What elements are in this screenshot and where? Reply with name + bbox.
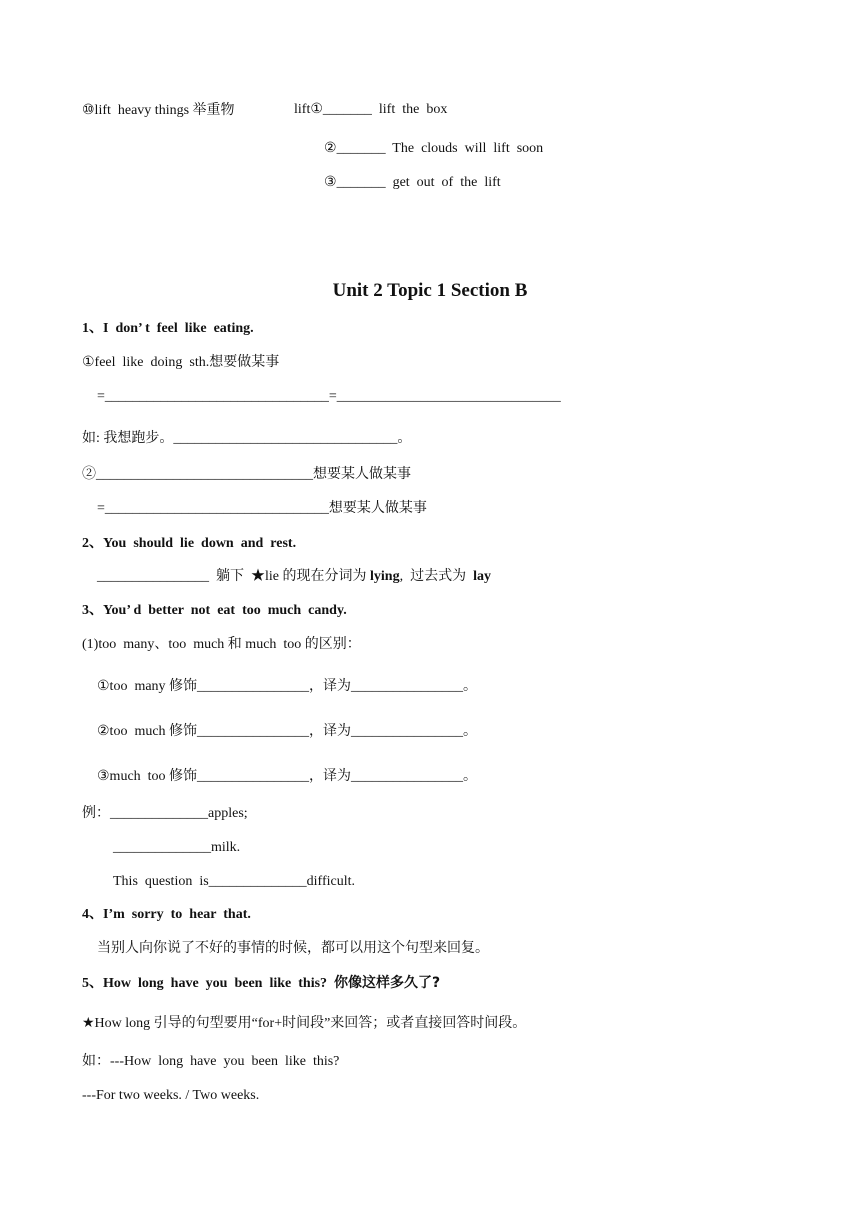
s5-star-note	[82, 1014, 526, 1033]
s3-row-mod: 修饰	[169, 678, 198, 694]
s1-point-2-blank[interactable]: ②_______________________________	[82, 467, 313, 482]
s3-example-2: ______________milk.	[113, 840, 241, 855]
s5-heading-en: 5、How long have you been like this?	[82, 976, 335, 991]
s3-row	[97, 722, 477, 741]
s3-row	[97, 677, 477, 696]
s2-lying: lying	[370, 569, 400, 584]
s3-row-sep: ，译为	[309, 723, 352, 739]
s3-row	[97, 767, 477, 786]
lift-item-1	[294, 101, 447, 119]
s3-row-blank-2[interactable]: ________________	[351, 679, 464, 694]
s1-point-3-blank[interactable]: =________________________________	[97, 501, 329, 516]
s3-example-1: 例：______________apples;	[82, 806, 248, 821]
lift-item-1-text: lift the box	[371, 102, 448, 117]
s5-star-a: ★How long 引导的句型要用“for+时间段”来回答；或者	[82, 1016, 415, 1031]
lift-item-2-blank[interactable]: _______	[336, 141, 386, 156]
s2-text-b: , 过去式为	[399, 569, 474, 584]
s2-note	[97, 568, 491, 586]
lift-item-3-text: get out of the lift	[385, 175, 501, 190]
s2-blank[interactable]: ________________	[97, 569, 209, 584]
s1-point-1: ①feel like doing sth.想要做某事	[82, 355, 280, 370]
s3-row-blank-2[interactable]: ________________	[351, 724, 464, 739]
lift-heading	[82, 101, 235, 120]
s3-row-num: ②too much	[97, 724, 170, 739]
s2-heading: 2、You should lie down and rest.	[82, 536, 297, 551]
lift-item-2	[324, 140, 543, 158]
s3-row-mod: 修饰	[169, 768, 198, 784]
s4-heading: 4、I’m sorry to hear that.	[82, 907, 251, 922]
s3-example-3: This question is______________difficult.	[113, 874, 356, 889]
s3-row-blank-2[interactable]: ________________	[351, 769, 464, 784]
lift-item-3	[324, 174, 501, 192]
s5-star-c: 回答时间段。	[442, 1016, 527, 1031]
lift-heading-cn: 举重物	[192, 102, 235, 118]
s1-point-2	[82, 466, 411, 484]
s1-point-2-text: 想要某人做某事	[313, 467, 411, 482]
s3-row-num: ③much too	[97, 769, 170, 784]
s5-example-question: 如：---How long have you been like this?	[82, 1054, 340, 1069]
s4-note: 当别人向你说了不好的事情的时候，都可以用这个句型来回复。	[97, 941, 489, 956]
s1-point-3	[97, 500, 427, 518]
s3-row-num: ①too many	[97, 679, 170, 694]
s2-text-a: 躺下 ★lie 的现在分词为	[209, 569, 370, 584]
s3-row-end: 。	[463, 723, 478, 739]
s3-row-end: 。	[463, 678, 478, 694]
s1-heading: 1、I don’ t feel like eating.	[82, 321, 254, 336]
lift-item-1-blank[interactable]: _______	[322, 102, 372, 117]
s5-heading-cn: 你像这样多久了?	[334, 975, 441, 991]
s5-star-b: 直接	[414, 1015, 443, 1031]
s3-row-blank-1[interactable]: ________________	[197, 769, 310, 784]
lift-item-1-prefix: lift①	[294, 102, 323, 117]
lift-item-3-blank[interactable]: _______	[336, 175, 386, 190]
s5-example-answer: ---For two weeks. / Two weeks.	[82, 1088, 260, 1103]
s2-lay: lay	[473, 569, 491, 584]
s3-row-mod: 修饰	[169, 723, 198, 739]
s1-equals-line[interactable]: =________________________________=________________________________	[97, 389, 561, 404]
s3-row-blank-1[interactable]: ________________	[197, 724, 310, 739]
s3-row-end: 。	[463, 768, 478, 784]
s3-row-sep: ，译为	[309, 768, 352, 784]
s3-difference: (1)too many、too much 和 much too 的区别：	[82, 637, 361, 652]
s1-example: 如: 我想跑步。________________________________。	[82, 431, 412, 446]
lift-heading-en: ⑩lift heavy things	[82, 103, 193, 118]
section-title: Unit 2 Topic 1 Section B	[332, 280, 528, 301]
s3-row-blank-1[interactable]: ________________	[197, 679, 310, 694]
lift-item-3-num: ③	[324, 175, 337, 190]
lift-item-2-text: The clouds will lift soon	[385, 141, 544, 156]
s5-heading	[82, 974, 440, 993]
lift-item-2-num: ②	[324, 141, 337, 156]
s3-row-sep: ，译为	[309, 678, 352, 694]
s3-heading: 3、You’ d better not eat too much candy.	[82, 603, 347, 618]
s1-point-3-text: 想要某人做某事	[328, 501, 427, 516]
